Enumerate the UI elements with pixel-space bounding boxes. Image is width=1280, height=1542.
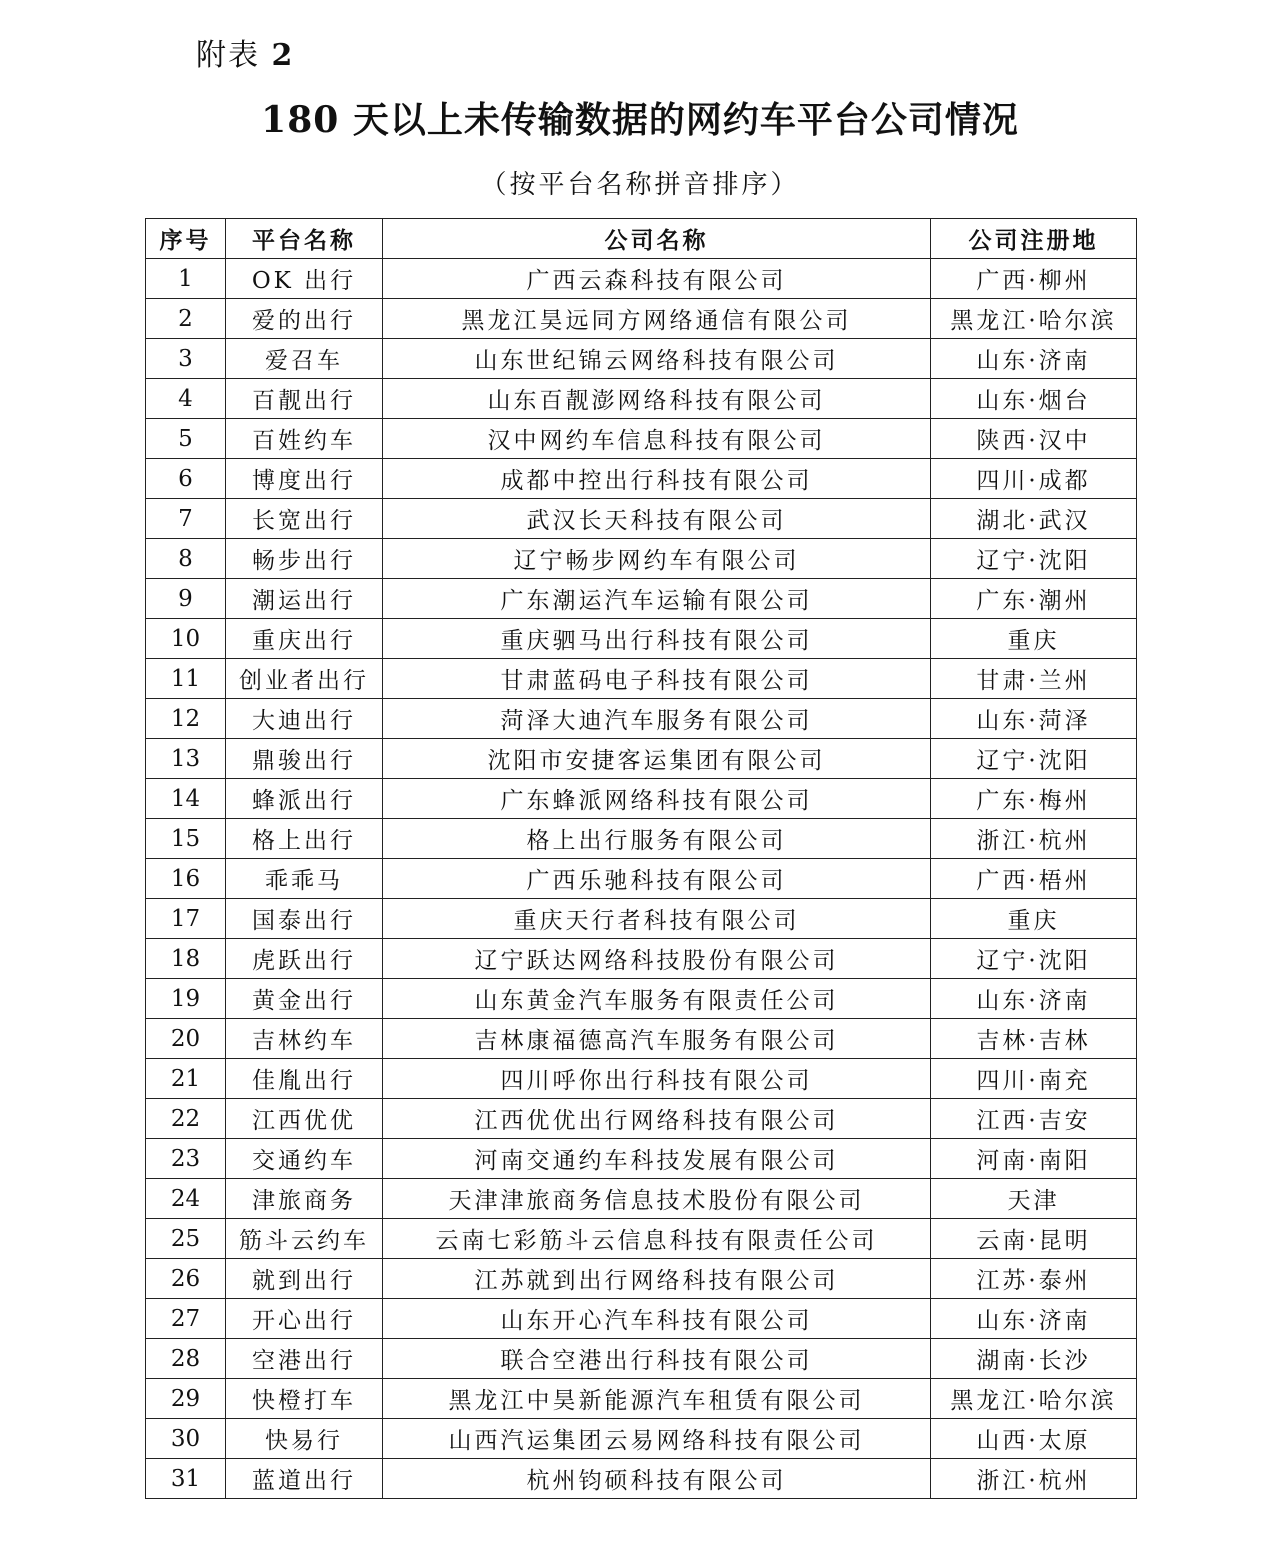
company-name-cell: 天津津旅商务信息技术股份有限公司	[383, 1179, 931, 1219]
company-name-cell: 广东蜂派网络科技有限公司	[383, 779, 931, 819]
registration-place-cell: 广西·柳州	[931, 259, 1137, 299]
header-company-name: 公司名称	[383, 219, 931, 259]
platform-name-cell: 大迪出行	[226, 699, 383, 739]
seq-cell: 4	[146, 379, 226, 419]
registration-place-cell: 山东·济南	[931, 339, 1137, 379]
registration-place-cell: 山东·烟台	[931, 379, 1137, 419]
platform-name-cell: 爱召车	[226, 339, 383, 379]
registration-place-cell: 云南·昆明	[931, 1219, 1137, 1259]
seq-cell: 26	[146, 1259, 226, 1299]
seq-cell: 9	[146, 579, 226, 619]
registration-place-cell: 陕西·汉中	[931, 419, 1137, 459]
registration-place-cell: 广东·潮州	[931, 579, 1137, 619]
table-row	[146, 1459, 1137, 1499]
table-row	[146, 1019, 1137, 1059]
platform-table	[145, 218, 1137, 1499]
page-title: 180 天以上未传输数据的网约车平台公司情况	[261, 99, 1019, 141]
platform-name-cell: 重庆出行	[226, 619, 383, 659]
table-row	[146, 539, 1137, 579]
page-subtitle: （按平台名称拼音排序）	[480, 170, 800, 200]
platform-name-cell: 百姓约车	[226, 419, 383, 459]
header-seq: 序号	[146, 219, 226, 259]
platform-name-cell: 虎跃出行	[226, 939, 383, 979]
platform-name-cell: 就到出行	[226, 1259, 383, 1299]
seq-cell: 12	[146, 699, 226, 739]
table-row	[146, 1379, 1137, 1419]
seq-cell: 5	[146, 419, 226, 459]
company-name-cell: 成都中控出行科技有限公司	[383, 459, 931, 499]
company-name-cell: 山东黄金汽车服务有限责任公司	[383, 979, 931, 1019]
header-platform-name: 平台名称	[226, 219, 383, 259]
seq-cell: 3	[146, 339, 226, 379]
company-name-cell: 辽宁跃达网络科技股份有限公司	[383, 939, 931, 979]
registration-place-cell: 湖北·武汉	[931, 499, 1137, 539]
company-name-cell: 广东潮运汽车运输有限公司	[383, 579, 931, 619]
platform-name-cell: 江西优优	[226, 1099, 383, 1139]
table-row	[146, 1299, 1137, 1339]
company-name-cell: 四川呼你出行科技有限公司	[383, 1059, 931, 1099]
registration-place-cell: 黑龙江·哈尔滨	[931, 1379, 1137, 1419]
table-row	[146, 299, 1137, 339]
seq-cell: 21	[146, 1059, 226, 1099]
company-name-cell: 江西优优出行网络科技有限公司	[383, 1099, 931, 1139]
company-name-cell: 格上出行服务有限公司	[383, 819, 931, 859]
table-row	[146, 1179, 1137, 1219]
table-row	[146, 1099, 1137, 1139]
seq-cell: 28	[146, 1339, 226, 1379]
platform-name-cell: 博度出行	[226, 459, 383, 499]
seq-cell: 14	[146, 779, 226, 819]
platform-name-cell: 潮运出行	[226, 579, 383, 619]
seq-cell: 8	[146, 539, 226, 579]
platform-name-cell: 蜂派出行	[226, 779, 383, 819]
registration-place-cell: 重庆	[931, 899, 1137, 939]
seq-cell: 7	[146, 499, 226, 539]
seq-cell: 2	[146, 299, 226, 339]
registration-place-cell: 山东·菏泽	[931, 699, 1137, 739]
seq-cell: 19	[146, 979, 226, 1019]
platform-name-cell: 长宽出行	[226, 499, 383, 539]
table-row	[146, 499, 1137, 539]
platform-name-cell: 畅步出行	[226, 539, 383, 579]
table-row	[146, 579, 1137, 619]
table-row	[146, 739, 1137, 779]
seq-cell: 18	[146, 939, 226, 979]
registration-place-cell: 广西·梧州	[931, 859, 1137, 899]
company-name-cell: 云南七彩筋斗云信息科技有限责任公司	[383, 1219, 931, 1259]
table-row	[146, 779, 1137, 819]
registration-place-cell: 辽宁·沈阳	[931, 539, 1137, 579]
table-row	[146, 1419, 1137, 1459]
platform-name-cell: 交通约车	[226, 1139, 383, 1179]
table-body	[146, 259, 1137, 1499]
registration-place-cell: 山东·济南	[931, 979, 1137, 1019]
platform-name-cell: 创业者出行	[226, 659, 383, 699]
table-row	[146, 699, 1137, 739]
platform-name-cell: 津旅商务	[226, 1179, 383, 1219]
company-name-cell: 吉林康福德高汽车服务有限公司	[383, 1019, 931, 1059]
seq-cell: 22	[146, 1099, 226, 1139]
platform-name-cell: 鼎骏出行	[226, 739, 383, 779]
table-row	[146, 459, 1137, 499]
annex-number: 2	[271, 38, 295, 73]
platform-name-cell: 蓝道出行	[226, 1459, 383, 1499]
seq-cell: 16	[146, 859, 226, 899]
company-name-cell: 菏泽大迪汽车服务有限公司	[383, 699, 931, 739]
registration-place-cell: 江苏·泰州	[931, 1259, 1137, 1299]
table-row	[146, 259, 1137, 299]
company-name-cell: 甘肃蓝码电子科技有限公司	[383, 659, 931, 699]
header-registration-place: 公司注册地	[931, 219, 1137, 259]
seq-cell: 1	[146, 259, 226, 299]
registration-place-cell: 山西·太原	[931, 1419, 1137, 1459]
registration-place-cell: 吉林·吉林	[931, 1019, 1137, 1059]
table-row	[146, 1259, 1137, 1299]
company-name-cell: 广西乐驰科技有限公司	[383, 859, 931, 899]
company-name-cell: 汉中网约车信息科技有限公司	[383, 419, 931, 459]
table-row	[146, 939, 1137, 979]
table-row	[146, 1219, 1137, 1259]
table-header-row	[146, 219, 1137, 259]
company-name-cell: 黑龙江昊远同方网络通信有限公司	[383, 299, 931, 339]
annex-text: 附表	[196, 38, 260, 73]
registration-place-cell: 四川·南充	[931, 1059, 1137, 1099]
seq-cell: 29	[146, 1379, 226, 1419]
company-name-cell: 联合空港出行科技有限公司	[383, 1339, 931, 1379]
company-name-cell: 山东开心汽车科技有限公司	[383, 1299, 931, 1339]
registration-place-cell: 江西·吉安	[931, 1099, 1137, 1139]
table-row	[146, 619, 1137, 659]
table-row	[146, 659, 1137, 699]
company-name-cell: 广西云森科技有限公司	[383, 259, 931, 299]
platform-name-cell: 快易行	[226, 1419, 383, 1459]
table-row	[146, 899, 1137, 939]
platform-name-cell: 黄金出行	[226, 979, 383, 1019]
platform-name-cell: 空港出行	[226, 1339, 383, 1379]
table-row	[146, 1139, 1137, 1179]
registration-place-cell: 浙江·杭州	[931, 1459, 1137, 1499]
platform-name-cell: 筋斗云约车	[226, 1219, 383, 1259]
table-row	[146, 1339, 1137, 1379]
seq-cell: 27	[146, 1299, 226, 1339]
company-name-cell: 重庆天行者科技有限公司	[383, 899, 931, 939]
seq-cell: 24	[146, 1179, 226, 1219]
company-name-cell: 重庆驷马出行科技有限公司	[383, 619, 931, 659]
table-row	[146, 419, 1137, 459]
seq-cell: 17	[146, 899, 226, 939]
platform-name-cell: 乖乖马	[226, 859, 383, 899]
platform-name-cell: 吉林约车	[226, 1019, 383, 1059]
company-name-cell: 山东百靓澎网络科技有限公司	[383, 379, 931, 419]
company-name-cell: 辽宁畅步网约车有限公司	[383, 539, 931, 579]
registration-place-cell: 四川·成都	[931, 459, 1137, 499]
table-row	[146, 819, 1137, 859]
registration-place-cell: 天津	[931, 1179, 1137, 1219]
platform-name-cell: 百靓出行	[226, 379, 383, 419]
annex-label	[196, 30, 294, 74]
platform-name-cell: OK 出行	[226, 259, 383, 299]
table-row	[146, 379, 1137, 419]
registration-place-cell: 河南·南阳	[931, 1139, 1137, 1179]
platform-name-cell: 佳胤出行	[226, 1059, 383, 1099]
registration-place-cell: 辽宁·沈阳	[931, 939, 1137, 979]
seq-cell: 25	[146, 1219, 226, 1259]
registration-place-cell: 浙江·杭州	[931, 819, 1137, 859]
company-name-cell: 黑龙江中昊新能源汽车租赁有限公司	[383, 1379, 931, 1419]
table-row	[146, 979, 1137, 1019]
seq-cell: 30	[146, 1419, 226, 1459]
company-name-cell: 河南交通约车科技发展有限公司	[383, 1139, 931, 1179]
registration-place-cell: 广东·梅州	[931, 779, 1137, 819]
registration-place-cell: 黑龙江·哈尔滨	[931, 299, 1137, 339]
platform-name-cell: 国泰出行	[226, 899, 383, 939]
platform-name-cell: 格上出行	[226, 819, 383, 859]
table-row	[146, 859, 1137, 899]
seq-cell: 13	[146, 739, 226, 779]
registration-place-cell: 湖南·长沙	[931, 1339, 1137, 1379]
platform-name-cell: 快橙打车	[226, 1379, 383, 1419]
registration-place-cell: 山东·济南	[931, 1299, 1137, 1339]
company-name-cell: 江苏就到出行网络科技有限公司	[383, 1259, 931, 1299]
platform-name-cell: 开心出行	[226, 1299, 383, 1339]
platform-name-cell: 爱的出行	[226, 299, 383, 339]
registration-place-cell: 辽宁·沈阳	[931, 739, 1137, 779]
seq-cell: 11	[146, 659, 226, 699]
company-name-cell: 杭州钧硕科技有限公司	[383, 1459, 931, 1499]
seq-cell: 20	[146, 1019, 226, 1059]
table-row	[146, 339, 1137, 379]
seq-cell: 23	[146, 1139, 226, 1179]
table-row	[146, 1059, 1137, 1099]
company-name-cell: 山东世纪锦云网络科技有限公司	[383, 339, 931, 379]
seq-cell: 6	[146, 459, 226, 499]
seq-cell: 15	[146, 819, 226, 859]
company-name-cell: 沈阳市安捷客运集团有限公司	[383, 739, 931, 779]
seq-cell: 10	[146, 619, 226, 659]
seq-cell: 31	[146, 1459, 226, 1499]
registration-place-cell: 重庆	[931, 619, 1137, 659]
company-name-cell: 武汉长天科技有限公司	[383, 499, 931, 539]
registration-place-cell: 甘肃·兰州	[931, 659, 1137, 699]
company-name-cell: 山西汽运集团云易网络科技有限公司	[383, 1419, 931, 1459]
